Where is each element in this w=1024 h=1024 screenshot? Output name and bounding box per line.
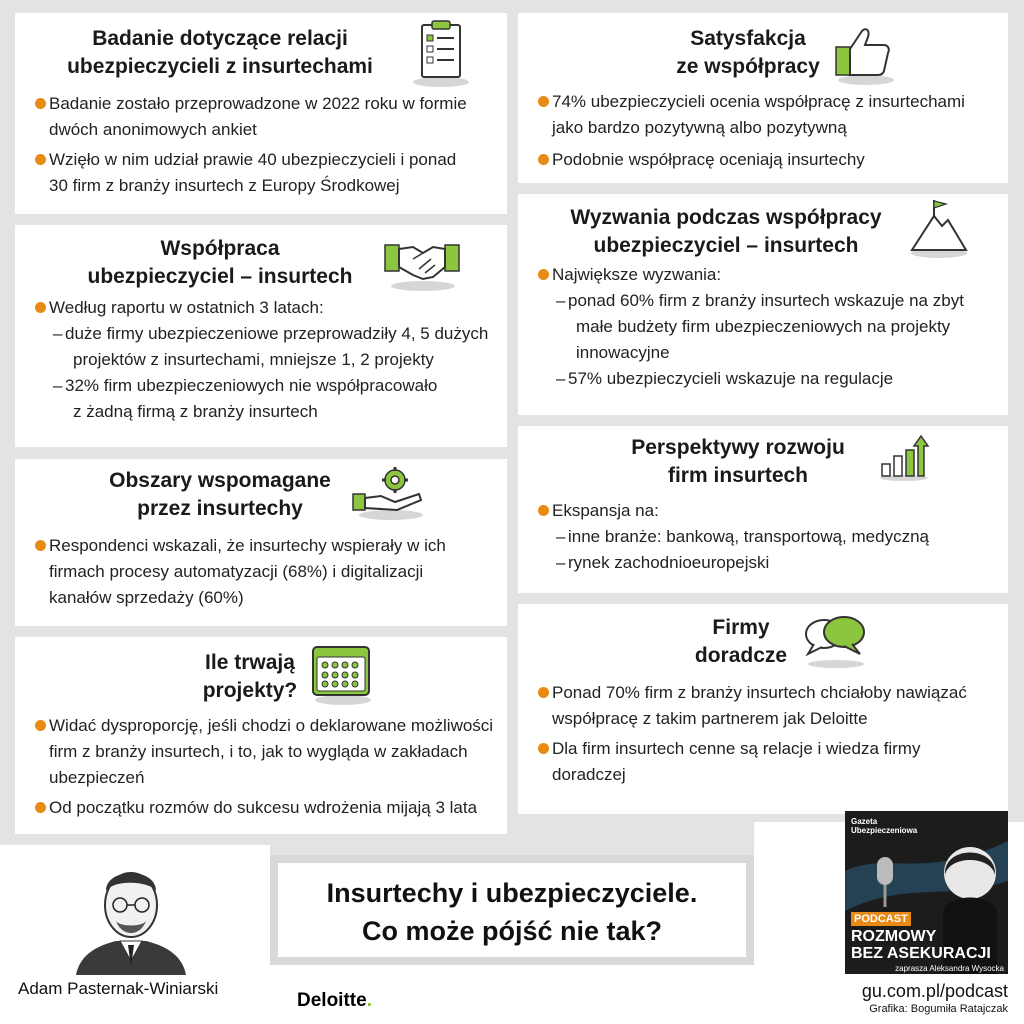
- speech-bubbles-icon: [800, 610, 870, 670]
- deloitte-logo: Deloitte.: [297, 990, 372, 1011]
- podcast-show-title: ROZMOWY: [851, 928, 937, 945]
- card-title: Satysfakcja ze współpracy: [676, 27, 820, 78]
- card-title: Współpraca ubezpieczyciel – insurtech: [87, 237, 353, 288]
- hand-gear-icon: [349, 464, 429, 522]
- card-badanie: [15, 13, 507, 214]
- card-wyzwania: [518, 194, 1008, 415]
- podcast-host: zaprasza Aleksandra Wysocka: [895, 964, 1004, 973]
- calendar-icon: [307, 641, 377, 707]
- handshake-icon: [383, 235, 461, 293]
- card-title: Ile trwają projekty?: [202, 651, 298, 702]
- portrait-sketch: [66, 857, 196, 975]
- card-firmy: [518, 604, 1008, 814]
- podcast-url[interactable]: gu.com.pl/podcast: [861, 981, 1008, 1001]
- clipboard-checklist-icon: [408, 19, 474, 89]
- bullet-item: Widać dysproporcję, jeśli chodzi o deklarowane możliwości firm z branży insurtech, i to, jak to wygląda w zakładach ubezpieczeń: [35, 713, 497, 791]
- bullet-item: Podobnie współpracę oceniają insurtechy: [538, 147, 998, 173]
- bullet-item: Wzięło w nim udział prawie 40 ubezpieczycieli i ponad 30 firm z branży insurtech z Europy Środkowej: [35, 147, 497, 199]
- card-satysfakcja: [518, 13, 1008, 183]
- podcast-cover: [845, 811, 1008, 974]
- podcast-tag: PODCAST: [851, 912, 911, 926]
- bullet-item: Od początku rozmów do sukcesu wdrożenia mijają 3 lata: [35, 795, 497, 821]
- bullet-item: 74% ubezpieczycieli ocenia współpracę z insurtechami jako bardzo pozytywną albo pozytywną: [538, 89, 998, 141]
- main-title: Insurtechy i ubezpieczyciele. Co może pójść nie tak?: [270, 855, 754, 965]
- card-title: Wyzwania podczas współpracy ubezpieczyciel – insurtech: [570, 206, 882, 257]
- growth-chart-icon: [876, 434, 932, 482]
- bullet-item: Dla firm insurtech cenne są relacje i wiedza firmy doradczej: [538, 736, 998, 788]
- bullet-item: Największe wyzwania: – ponad 60% firm z branży insurtech wskazuje na zbyt małe budżety firm ubezpieczeniowych na projekty innowacyjne – 57% ubezpieczycieli wskazuje na regulacje: [538, 262, 998, 392]
- bullet-item: Badanie zostało przeprowadzone w 2022 roku w formie dwóch anonimowych ankiet: [35, 91, 497, 143]
- card-title: Perspektywy rozwoju firm insurtech: [631, 436, 845, 487]
- card-title: Firmy doradcze: [694, 616, 788, 667]
- card-wspolpraca: [15, 225, 507, 447]
- card-perspektywy: [518, 426, 1008, 593]
- card-ile-trwaja: [15, 637, 507, 834]
- mountain-flag-icon: [904, 198, 974, 260]
- graphics-credit: Grafika: Bogumiła Ratajczak: [869, 1003, 1008, 1015]
- podcast-publisher: Gazeta Ubezpieczeniowa: [851, 817, 918, 835]
- podcast-show-title: BEZ ASEKURACJI: [851, 945, 991, 962]
- bullet-item: Respondenci wskazali, że insurtechy wspierały w ich firmach procesy automatyzacji (68%) i digitalizacji kanałów sprzedaży (60%): [35, 533, 497, 611]
- card-title: Obszary wspomagane przez insurtechy: [109, 469, 331, 520]
- bullet-item: Ponad 70% firm z branży insurtech chciałoby nawiązać współpracę z takim partnerem jak Deloitte: [538, 680, 998, 732]
- thumbs-up-icon: [830, 21, 896, 87]
- card-title: Badanie dotyczące relacji ubezpieczycieli z insurtechami: [67, 27, 373, 78]
- card-obszary: [15, 459, 507, 626]
- person-name: Adam Pasternak-Winiarski: [18, 979, 219, 998]
- bullet-item: Ekspansja na: – inne branże: bankową, transportową, medyczną – rynek zachodnioeuropejski: [538, 498, 998, 576]
- bullet-item: Według raportu w ostatnich 3 latach: – duże firmy ubezpieczeniowe przeprowadziły 4, 5 dużych projektów z insurtechami, mniejsze 1, 2 projekty – 32% firm ubezpieczeniowych nie współpracowało z żadną firmą z branży insurtech: [35, 295, 497, 425]
